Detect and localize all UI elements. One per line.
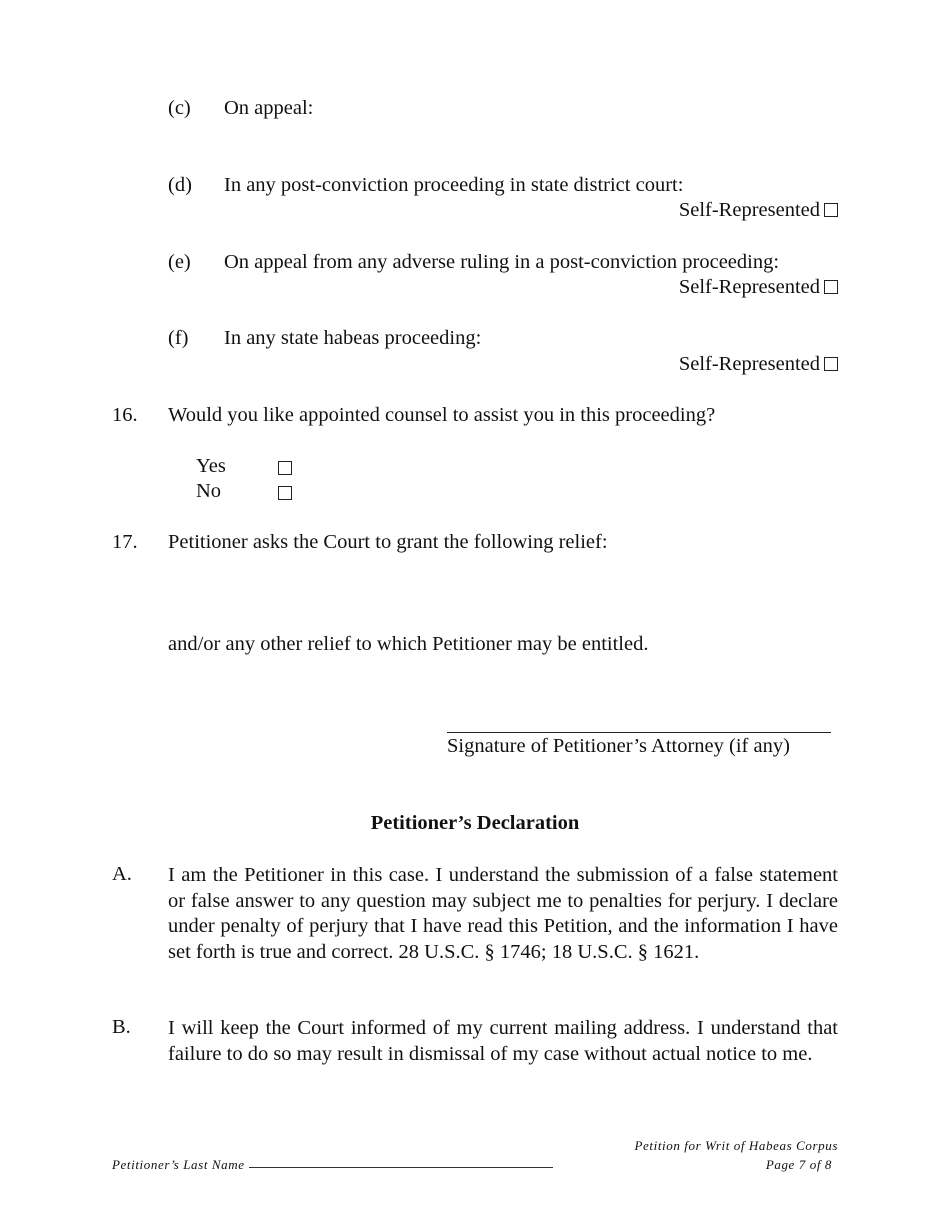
footer-document-title: Petition for Writ of Habeas Corpus xyxy=(634,1138,838,1153)
declaration-a-text: I am the Petitioner in this case. I understand the submission of a false statement or false answer to any question may subject me to penalties for perjury. I declare under penalty of perjury that I have read this Petition, and the information I have set forth is true and correct. 28 U.S.C. § 1746; 18 U.S.C. § 1621. xyxy=(168,864,838,963)
counsel-no-checkbox[interactable] xyxy=(278,486,292,500)
last-name-field[interactable] xyxy=(249,1167,553,1168)
self-represented-checkbox-d[interactable] xyxy=(824,203,838,217)
other-relief-text: and/or any other relief to which Petitioner may be entitled. xyxy=(168,633,649,655)
item-d-text: In any post-conviction proceeding in state district court: xyxy=(224,174,684,196)
counsel-yes-checkbox[interactable] xyxy=(278,461,292,475)
item-f-self-represented xyxy=(679,353,838,376)
question-16-number: 16. xyxy=(112,404,138,426)
counsel-yes-label: Yes xyxy=(196,455,226,477)
declaration-b-label: B. xyxy=(112,1016,131,1038)
item-f-text: In any state habeas proceeding: xyxy=(224,327,482,349)
item-d-letter: (d) xyxy=(168,174,192,196)
item-d-self-represented xyxy=(679,199,838,222)
self-represented-label: Self-Represented xyxy=(678,353,820,375)
attorney-signature-label: Signature of Petitioner’s Attorney (if any) xyxy=(447,735,790,757)
counsel-no-label: No xyxy=(196,480,222,502)
self-represented-checkbox-e[interactable] xyxy=(824,280,838,294)
attorney-signature-line[interactable] xyxy=(447,732,831,733)
question-17-text: Petitioner asks the Court to grant the following relief: xyxy=(168,531,608,553)
self-represented-label: Self-Represented xyxy=(678,276,820,298)
declaration-title: Petitioner’s Declaration xyxy=(370,812,580,834)
item-c-text: On appeal: xyxy=(224,97,314,119)
item-e-text: On appeal from any adverse ruling in a post-conviction proceeding: xyxy=(224,251,780,273)
item-e-self-represented xyxy=(679,276,838,299)
declaration-a-label: A. xyxy=(112,863,132,885)
footer-last-name xyxy=(112,1157,553,1173)
item-c-letter: (c) xyxy=(168,97,191,119)
self-represented-label: Self-Represented xyxy=(678,199,820,221)
item-e-letter: (e) xyxy=(168,251,191,273)
question-17-number: 17. xyxy=(112,531,138,553)
declaration-b-text: I will keep the Court informed of my current mailing address. I understand that failure to do so may result in dismissal of my case without actual notice to me. xyxy=(168,1017,838,1065)
item-f-letter: (f) xyxy=(168,327,189,349)
footer-last-name-label: Petitioner’s Last Name xyxy=(112,1157,245,1172)
footer-page-number: Page 7 of 8 xyxy=(765,1157,832,1172)
self-represented-checkbox-f[interactable] xyxy=(824,357,838,371)
question-16-text: Would you like appointed counsel to assist you in this proceeding? xyxy=(168,404,716,426)
